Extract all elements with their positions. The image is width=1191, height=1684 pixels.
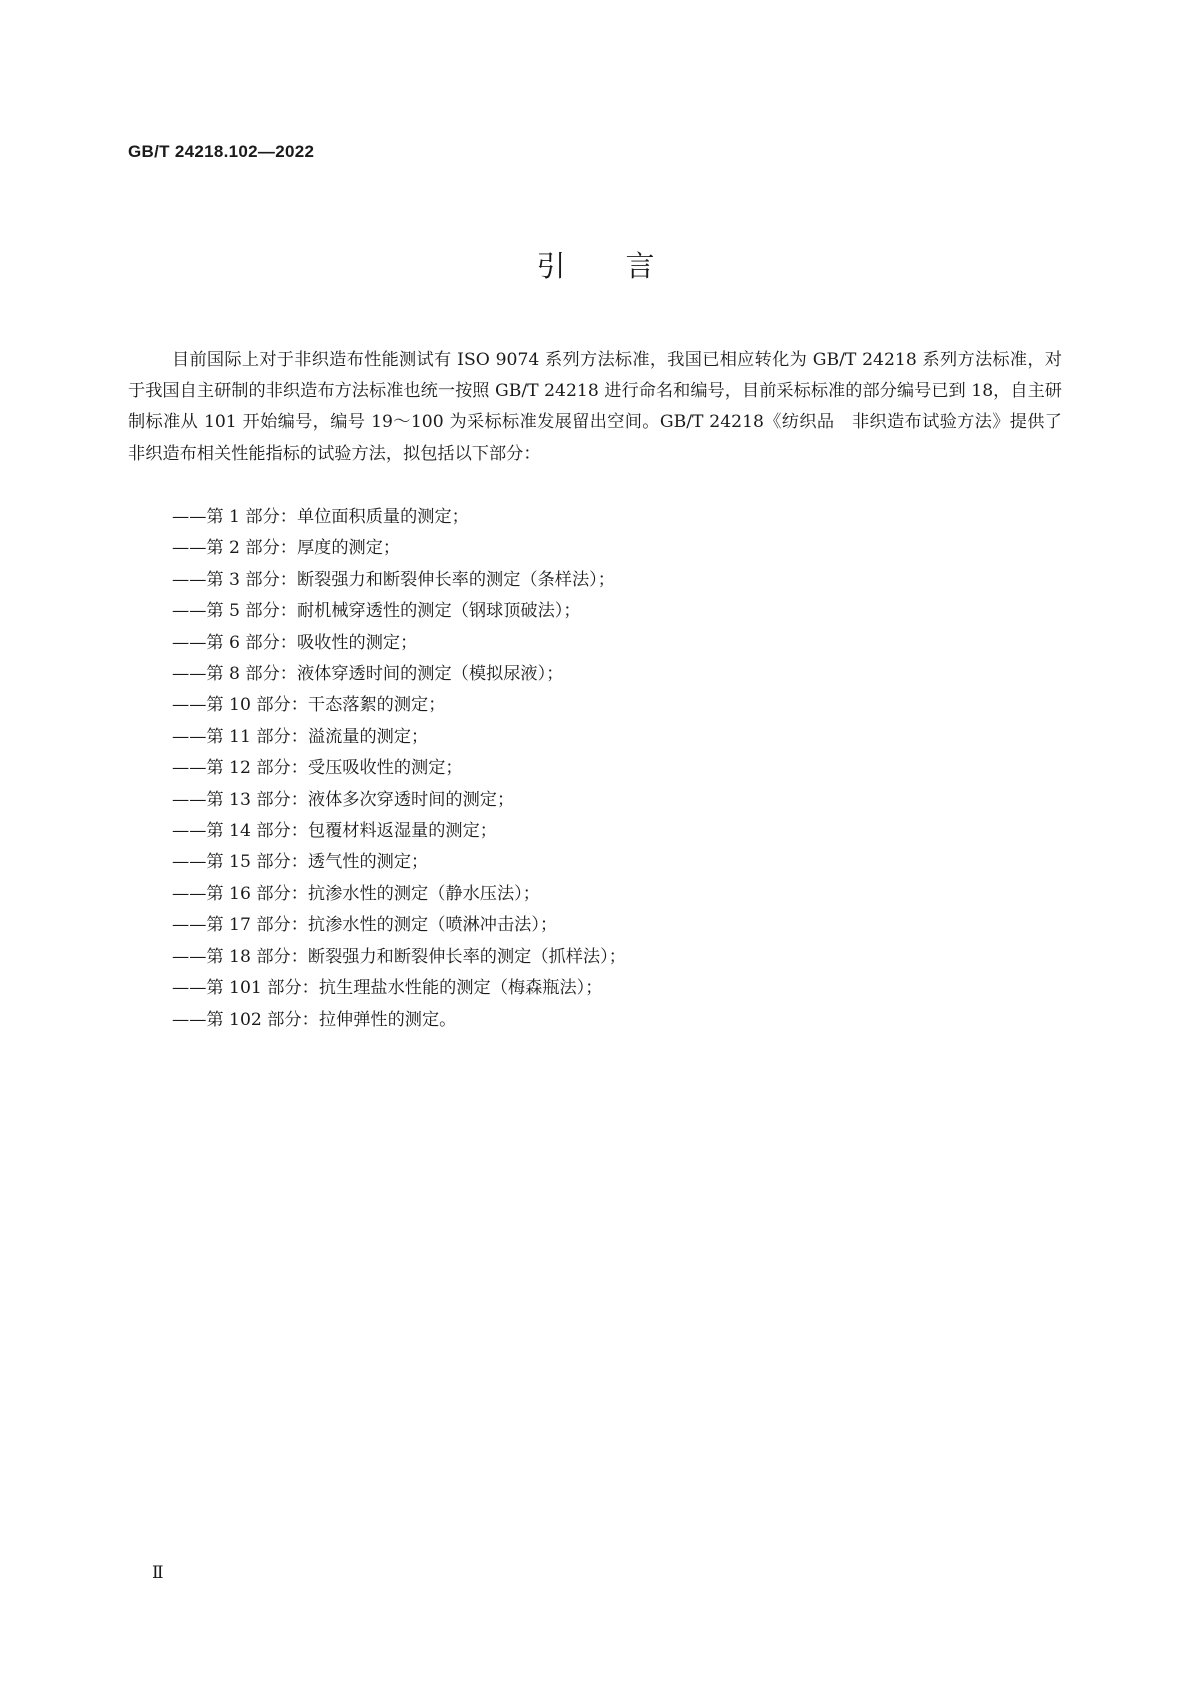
list-item: ——第 11 部分：溢流量的测定；	[172, 726, 429, 747]
list-item: ——第 12 部分：受压吸收性的测定；	[172, 758, 463, 779]
list-item: ——第 18 部分：断裂强力和断裂伸长率的测定（抓样法）；	[172, 946, 626, 967]
page-title: 引言	[536, 249, 715, 283]
intro-paragraph: 目前国际上对于非织造布性能测试有 ISO 9074 系列方法标准，我国已相应转化为 GB/T 24218 系列方法标准，对于我国自主研制的非织造布方法标准也统一按照 GB/T 24218 进行命名和编号，目前采标标准的部分编号已到 18，自主研制标准从 101 开始编号，编号 19～100 为采标标准发展留出空间。GB/T 24218《纺织品 非织造布试验方法》提供了非织造布相关性能指标的试验方法，拟包括以下部分：	[128, 350, 1062, 464]
list-item: ——第 16 部分：抗渗水性的测定（静水压法）；	[172, 883, 540, 904]
list-item: ——第 14 部分：包覆材料返湿量的测定；	[172, 821, 497, 842]
list-item: ——第 8 部分：液体穿透时间的测定（模拟尿液）；	[172, 664, 564, 685]
list-item: ——第 13 部分：液体多次穿透时间的测定；	[172, 789, 515, 810]
list-item: ——第 17 部分：抗渗水性的测定（喷淋冲击法）；	[172, 915, 558, 936]
list-item: ——第 101 部分：抗生理盐水性能的测定（梅森瓶法）；	[172, 978, 603, 999]
standard-code: GB/T 24218.102—2022	[128, 142, 315, 161]
list-item: ——第 6 部分：吸收性的测定；	[172, 632, 418, 653]
list-item: ——第 5 部分：耐机械穿透性的测定（钢球顶破法）；	[172, 601, 581, 622]
list-item: ——第 2 部分：厚度的测定；	[172, 538, 401, 559]
list-item: ——第 10 部分：干态落絮的测定；	[172, 695, 446, 716]
list-item: ——第 15 部分：透气性的测定；	[172, 852, 429, 873]
list-item: ——第 102 部分：拉伸弹性的测定。	[172, 1009, 457, 1030]
list-item: ——第 3 部分：断裂强力和断裂伸长率的测定（条样法）；	[172, 569, 615, 590]
parts-list	[172, 502, 626, 1036]
page-number: Ⅱ	[152, 1563, 164, 1583]
list-item: ——第 1 部分：单位面积质量的测定；	[172, 507, 469, 527]
